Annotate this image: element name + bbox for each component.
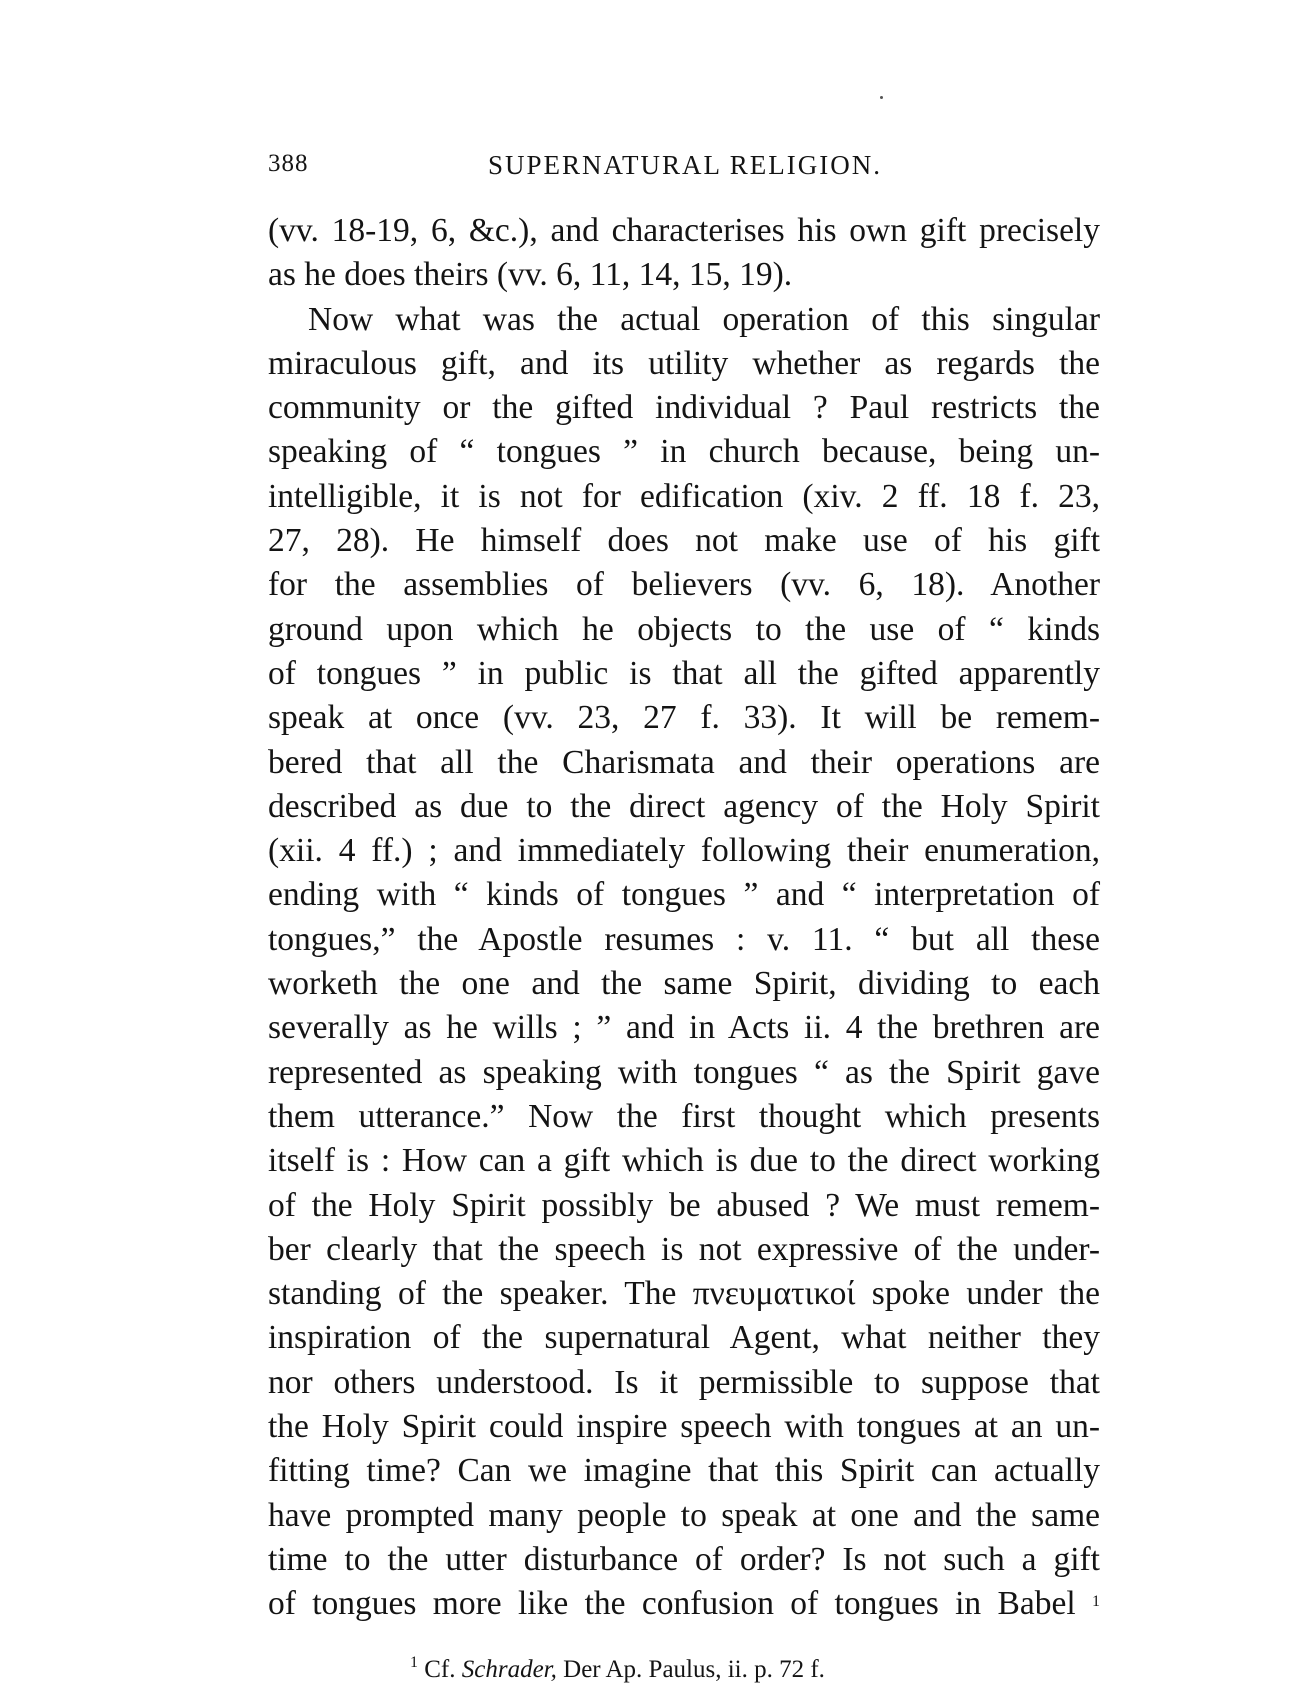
text-line-with-footnote-ref (268, 1582, 1100, 1626)
running-title: SUPERNATURAL RELIGION. (488, 150, 882, 180)
footnote-marker: 1 (410, 1654, 418, 1671)
footnote-citation: Der Ap. Paulus, ii. p. 72 f. (563, 1656, 825, 1683)
text-line: nor others understood. Is it permissible to suppose that (268, 1363, 1100, 1401)
text-line: (xii. 4 ff.) ; and immediately following their enumeration, (268, 832, 1100, 870)
text-line: standing of the speaker. The πνευματικοί spoke under the (268, 1275, 1100, 1313)
text-line: for the assemblies of believers (vv. 6, 18). Another (268, 566, 1100, 604)
body-text (268, 209, 1100, 1627)
footnote-author: Schrader, (461, 1656, 557, 1683)
text-line: of the Holy Spirit possibly be abused ? We must remem- (268, 1186, 1100, 1224)
text-line: ber clearly that the speech is not expressive of the under- (268, 1230, 1100, 1268)
text-line: represented as speaking with tongues “ as the Spirit gave (268, 1053, 1100, 1091)
print-speck (880, 96, 883, 99)
text-line: them utterance.” Now the first thought which presents (268, 1097, 1100, 1135)
text-line: ending with “ kinds of tongues ” and “ interpretation of (268, 876, 1100, 914)
text-line: miraculous gift, and its utility whether as regards the (268, 344, 1100, 382)
text-line: community or the gifted individual ? Paul restricts the (268, 389, 1100, 427)
text-line: worketh the one and the same Spirit, dividing to each (268, 965, 1100, 1003)
text-line: bered that all the Charismata and their operations are (268, 743, 1100, 781)
text-line: severally as he wills ; ” and in Acts ii. 4 the brethren are (268, 1009, 1100, 1047)
text-line: speak at once (vv. 23, 27 f. 33). It will be remem- (268, 699, 1100, 737)
text-line: itself is : How can a gift which is due to the direct working (268, 1142, 1100, 1180)
text-line: inspiration of the supernatural Agent, what neither they (268, 1319, 1100, 1357)
text-line: (vv. 18-19, 6, &c.), and characterises his own gift precisely (268, 212, 1100, 249)
text-line: tongues,” the Apostle resumes : v. 11. “ but all these (268, 920, 1100, 958)
footnote (410, 1656, 825, 1684)
text-line: described as due to the direct agency of the Holy Spirit (268, 787, 1100, 825)
text-line: ground upon which he objects to the use of “ kinds (268, 610, 1100, 648)
text-line: fitting time? Can we imagine that this Spirit can actually (268, 1452, 1100, 1490)
page-header (268, 150, 1100, 190)
text-line: speaking of “ tongues ” in church because, being un- (268, 433, 1100, 471)
footnote-prefix: Cf. (424, 1656, 456, 1683)
text-line: as he does theirs (vv. 6, 11, 14, 15, 19). (268, 256, 793, 294)
text-line-content: of tongues more like the confusion of tongues in Babel (268, 1585, 1076, 1623)
text-line: intelligible, it is not for edification (xiv. 2 ff. 18 f. 23, (268, 477, 1100, 515)
text-line: have prompted many people to speak at one and the same (268, 1496, 1100, 1534)
text-line: 27, 28). He himself does not make use of his gift (268, 522, 1100, 560)
page-number: 388 (268, 150, 309, 177)
text-line: the Holy Spirit could inspire speech with tongues at an un- (268, 1408, 1100, 1446)
footnote-reference: 1 (1092, 1593, 1101, 1611)
text-line: of tongues ” in public is that all the gifted apparently (268, 654, 1100, 692)
text-line: time to the utter disturbance of order? Is not such a gift (268, 1540, 1100, 1578)
text-line: Now what was the actual operation of this singular (308, 300, 1100, 338)
